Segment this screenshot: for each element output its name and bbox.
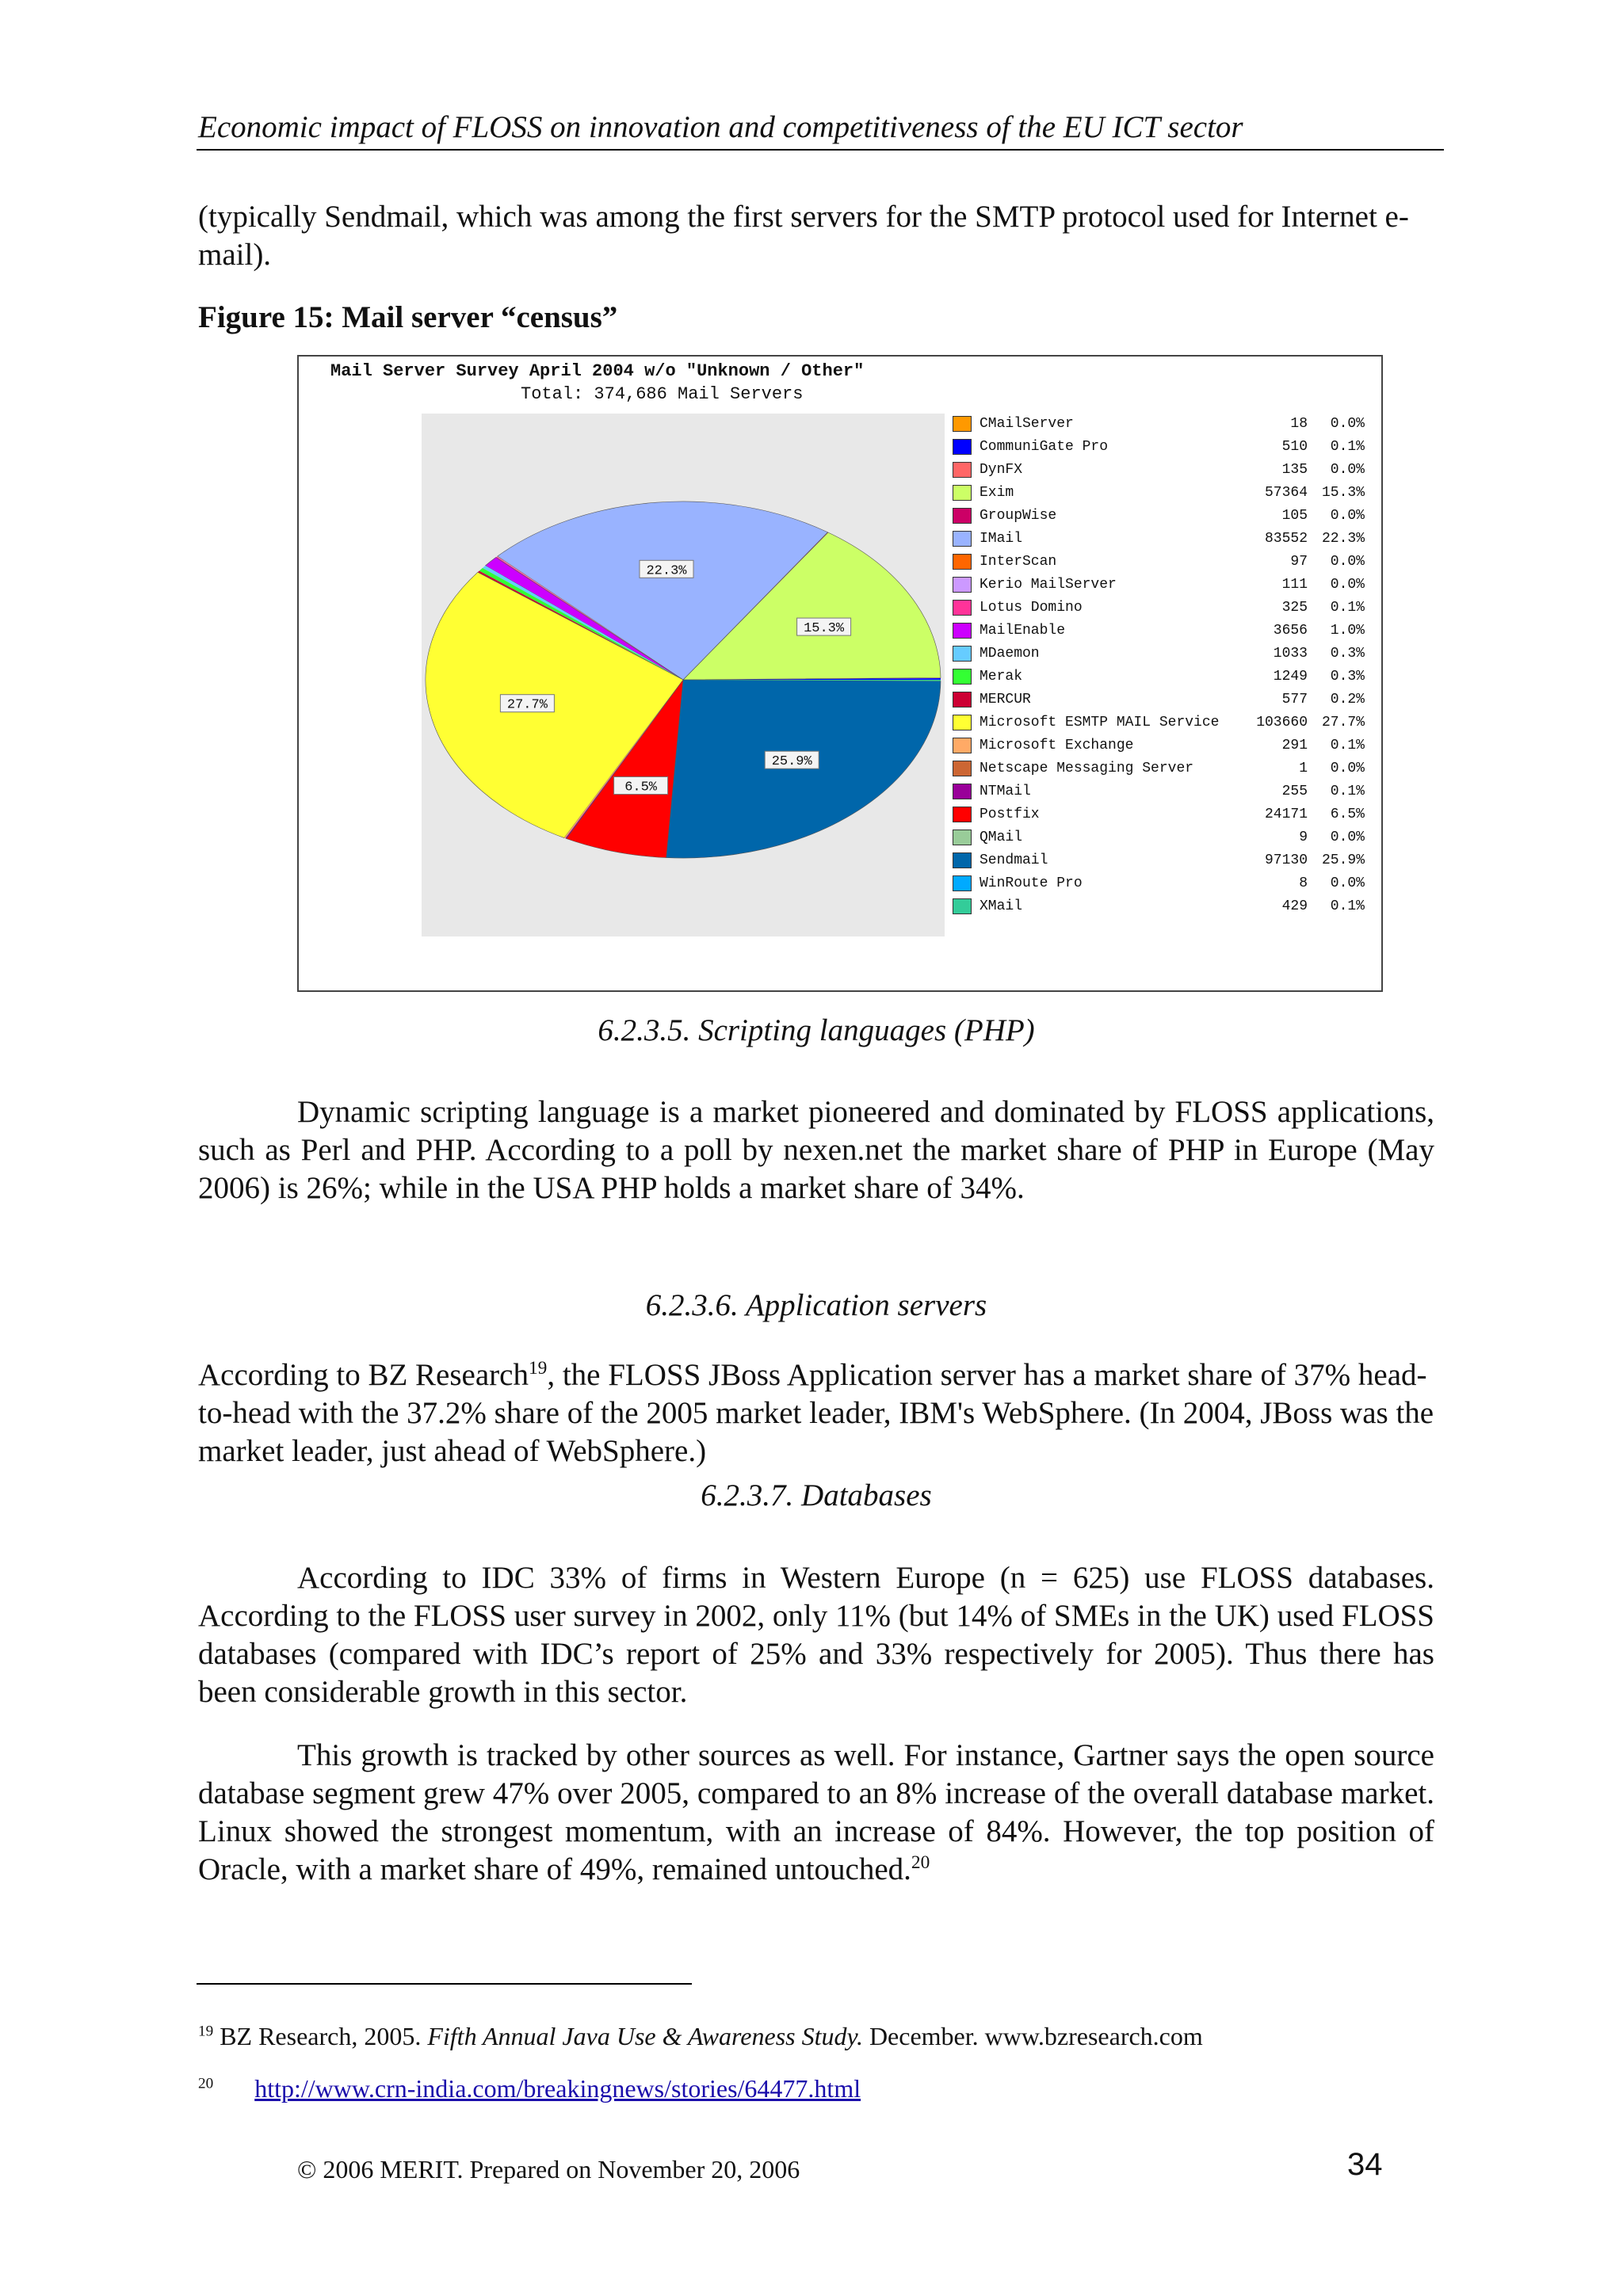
legend-item (953, 414, 1365, 437)
legend-label: GroupWise (980, 508, 1057, 524)
svg-text:25.9%: 25.9% (771, 754, 812, 770)
databases-paragraph-2-text: This growth is tracked by other sources as well. For instance, Gartner says the open source database segment grew 47% over 2005, compared to an 8% increase of the overall database market. Linux showed the strongest momentum, with an increase of 84%. However, the top position of Oracle, with a market share of 49%, remained untouched. (198, 1738, 1434, 1886)
legend-percent: 0.0% (1330, 416, 1365, 432)
legend-count: 97 (1290, 554, 1308, 570)
legend-item (953, 827, 1365, 850)
legend-label: Sendmail (980, 852, 1048, 868)
legend-item (953, 551, 1365, 574)
legend-item (953, 804, 1365, 827)
legend-swatch (953, 508, 972, 524)
heading-databases: 6.2.3.7. Databases (701, 1478, 932, 1512)
legend-item (953, 712, 1365, 735)
legend-swatch (953, 554, 972, 570)
legend-label: XMail (980, 898, 1023, 914)
legend-count: 9 (1299, 830, 1308, 845)
page-number: 34 (1347, 2147, 1383, 2182)
legend-label: WinRoute Pro (980, 875, 1083, 891)
legend-percent: 1.0% (1330, 623, 1365, 639)
legend-label: Merak (980, 669, 1023, 685)
legend-item (953, 528, 1365, 551)
legend-count: 577 (1281, 692, 1308, 707)
legend-label: Microsoft ESMTP MAIL Service (980, 715, 1220, 730)
legend-percent: 0.3% (1330, 646, 1365, 662)
legend-count: 429 (1281, 898, 1308, 914)
legend-percent: 0.0% (1330, 508, 1365, 524)
legend-percent: 0.0% (1330, 554, 1365, 570)
legend-swatch (953, 830, 972, 845)
legend-item (953, 781, 1365, 804)
legend-label: Kerio MailServer (980, 577, 1117, 593)
footnote-ref-19[interactable]: 19 (528, 1358, 548, 1379)
legend-count: 291 (1281, 738, 1308, 753)
legend-swatch (953, 738, 972, 753)
footnote-20-number: 20 (198, 2075, 214, 2092)
legend-label: QMail (980, 830, 1023, 845)
legend-swatch (953, 898, 972, 914)
legend-label: InterScan (980, 554, 1057, 570)
chart-frame (297, 355, 1383, 992)
legend-percent: 0.0% (1330, 830, 1365, 845)
legend-swatch (953, 669, 972, 685)
legend-label: CommuniGate Pro (980, 439, 1109, 455)
heading-application-servers: 6.2.3.6. Application servers (645, 1288, 987, 1322)
legend-percent: 27.7% (1321, 715, 1365, 730)
legend-label: NTMail (980, 784, 1031, 799)
legend-swatch (953, 852, 972, 868)
legend-count: 325 (1281, 600, 1308, 616)
footnote-19-text: BZ Research, 2005. (213, 2022, 428, 2050)
svg-text:6.5%: 6.5% (624, 780, 658, 795)
legend-percent: 0.1% (1330, 898, 1365, 914)
legend-item (953, 460, 1365, 482)
legend-percent: 0.1% (1330, 439, 1365, 455)
footnote-20-link[interactable]: http://www.crn-india.com/breakingnews/stories/64477.html (254, 2074, 861, 2103)
legend-swatch (953, 807, 972, 822)
legend-item (953, 597, 1365, 620)
legend-swatch (953, 623, 972, 639)
legend-percent: 0.3% (1330, 669, 1365, 685)
footnote-19-number: 19 (198, 2023, 214, 2040)
slice-label (614, 777, 668, 795)
legend-item (953, 620, 1365, 643)
svg-text:27.7%: 27.7% (506, 697, 548, 713)
legend-swatch (953, 531, 972, 547)
legend-item (953, 666, 1365, 689)
legend-label: Lotus Domino (980, 600, 1083, 616)
legend-percent: 0.1% (1330, 600, 1365, 616)
legend-percent: 0.2% (1330, 692, 1365, 707)
legend-item (953, 896, 1365, 919)
legend-percent: 0.1% (1330, 738, 1365, 753)
legend-label: Netscape Messaging Server (980, 761, 1194, 776)
header-rule (197, 149, 1444, 151)
legend-swatch (953, 462, 972, 478)
legend-count: 83552 (1264, 531, 1308, 547)
legend-label: DynFX (980, 462, 1023, 478)
legend-percent: 0.0% (1330, 577, 1365, 593)
legend-count: 57364 (1264, 485, 1308, 501)
legend-swatch (953, 600, 972, 616)
footnote-ref-20[interactable]: 20 (911, 1852, 930, 1873)
legend-count: 8 (1299, 875, 1308, 891)
legend-percent: 0.1% (1330, 784, 1365, 799)
legend-swatch (953, 715, 972, 730)
legend-swatch (953, 784, 972, 799)
slice-label (765, 751, 819, 769)
legend-item (953, 758, 1365, 781)
legend-swatch (953, 416, 972, 432)
slice-label (500, 695, 554, 713)
footnote-19-text-end: December. www.bzresearch.com (862, 2022, 1203, 2050)
legend-count: 1033 (1273, 646, 1308, 662)
running-header: Economic impact of FLOSS on innovation and competitiveness of the EU ICT sector (198, 110, 1243, 144)
legend-label: MailEnable (980, 623, 1066, 639)
legend-percent: 15.3% (1321, 485, 1365, 501)
legend-count: 103660 (1256, 715, 1308, 730)
legend-count: 105 (1281, 508, 1308, 524)
legend-item (953, 505, 1365, 528)
legend-swatch (953, 761, 972, 776)
legend-item (953, 437, 1365, 460)
appserver-text-end: , the FLOSS JBoss Application server has a market share of 37% head-to-head with the 37.2% share of the 2005 market leader, IBM's WebSphere. (In 2004, JBoss was the market leader, just ahead of WebSphere.) (198, 1358, 1434, 1468)
footnote-19-title: Fifth Annual Java Use & Awareness Study. (427, 2022, 863, 2050)
legend-percent: 0.0% (1330, 761, 1365, 776)
php-paragraph: Dynamic scripting language is a market pioneered and dominated by FLOSS applications, such as Perl and PHP. According to a poll by nexen.net the market share of PHP in Europe (May 2006) is 26%; while in the USA PHP holds a market share of 34%. (198, 1095, 1434, 1205)
legend-item (953, 643, 1365, 666)
footnote-rule (197, 1983, 692, 1985)
legend-label: Microsoft Exchange (980, 738, 1134, 753)
legend-label: Exim (980, 485, 1014, 501)
legend-label: MERCUR (980, 692, 1031, 707)
svg-text:15.3%: 15.3% (804, 621, 845, 637)
legend-count: 135 (1281, 462, 1308, 478)
legend-count: 111 (1281, 577, 1308, 593)
legend-swatch (953, 439, 972, 455)
legend-item (953, 735, 1365, 758)
legend-count: 1 (1299, 761, 1308, 776)
legend-percent: 6.5% (1330, 807, 1365, 822)
legend-count: 18 (1290, 416, 1308, 432)
figure-caption: Figure 15: Mail server “census” (198, 300, 618, 334)
legend-count: 510 (1281, 439, 1308, 455)
legend-swatch (953, 875, 972, 891)
footer-copyright: © 2006 MERIT. Prepared on November 20, 2006 (297, 2155, 800, 2183)
legend-item (953, 873, 1365, 896)
appserver-paragraph (198, 1356, 1434, 1470)
legend-count: 24171 (1264, 807, 1308, 822)
heading-scripting-languages: 6.2.3.5. Scripting languages (PHP) (598, 1013, 1035, 1047)
slice-label (797, 618, 851, 636)
legend-label: IMail (980, 531, 1023, 547)
legend-item (953, 482, 1365, 505)
legend-percent: 22.3% (1321, 531, 1365, 547)
legend-count: 3656 (1273, 623, 1308, 639)
slice-label (640, 560, 693, 578)
legend-count: 1249 (1273, 669, 1308, 685)
legend-percent: 25.9% (1321, 852, 1365, 868)
legend-label: Postfix (980, 807, 1040, 822)
legend-swatch (953, 692, 972, 707)
footnote-19 (198, 2022, 1434, 2051)
databases-paragraph-1: According to IDC 33% of firms in Western Europe (n = 625) use FLOSS databases. According to the FLOSS user survey in 2002, only 11% (but 14% of SMEs in the UK) used FLOSS databases (compared with IDC’s report of 25% and 33% respectively for 2005). Thus there has been considerable growth in this sector. (198, 1561, 1434, 1709)
legend-swatch (953, 646, 972, 662)
legend-item (953, 850, 1365, 873)
legend-label: MDaemon (980, 646, 1040, 662)
footnote-20 (198, 2074, 1434, 2103)
legend-swatch (953, 485, 972, 501)
chart-subtitle: Total: 374,686 Mail Servers (521, 384, 804, 404)
databases-paragraph-2 (198, 1737, 1434, 1889)
legend-item (953, 574, 1365, 597)
legend-swatch (953, 577, 972, 593)
legend-percent: 0.0% (1330, 875, 1365, 891)
legend-label: CMailServer (980, 416, 1074, 432)
legend-percent: 0.0% (1330, 462, 1365, 478)
legend-item (953, 689, 1365, 712)
legend-count: 255 (1281, 784, 1308, 799)
chart-title: Mail Server Survey April 2004 w/o "Unknown / Other" (330, 361, 865, 381)
svg-text:22.3%: 22.3% (646, 563, 687, 579)
legend-count: 97130 (1264, 852, 1308, 868)
intro-paragraph: (typically Sendmail, which was among the first servers for the SMTP protocol used for Internet e-mail). (198, 200, 1409, 272)
appserver-text-start: According to BZ Research (198, 1358, 529, 1392)
